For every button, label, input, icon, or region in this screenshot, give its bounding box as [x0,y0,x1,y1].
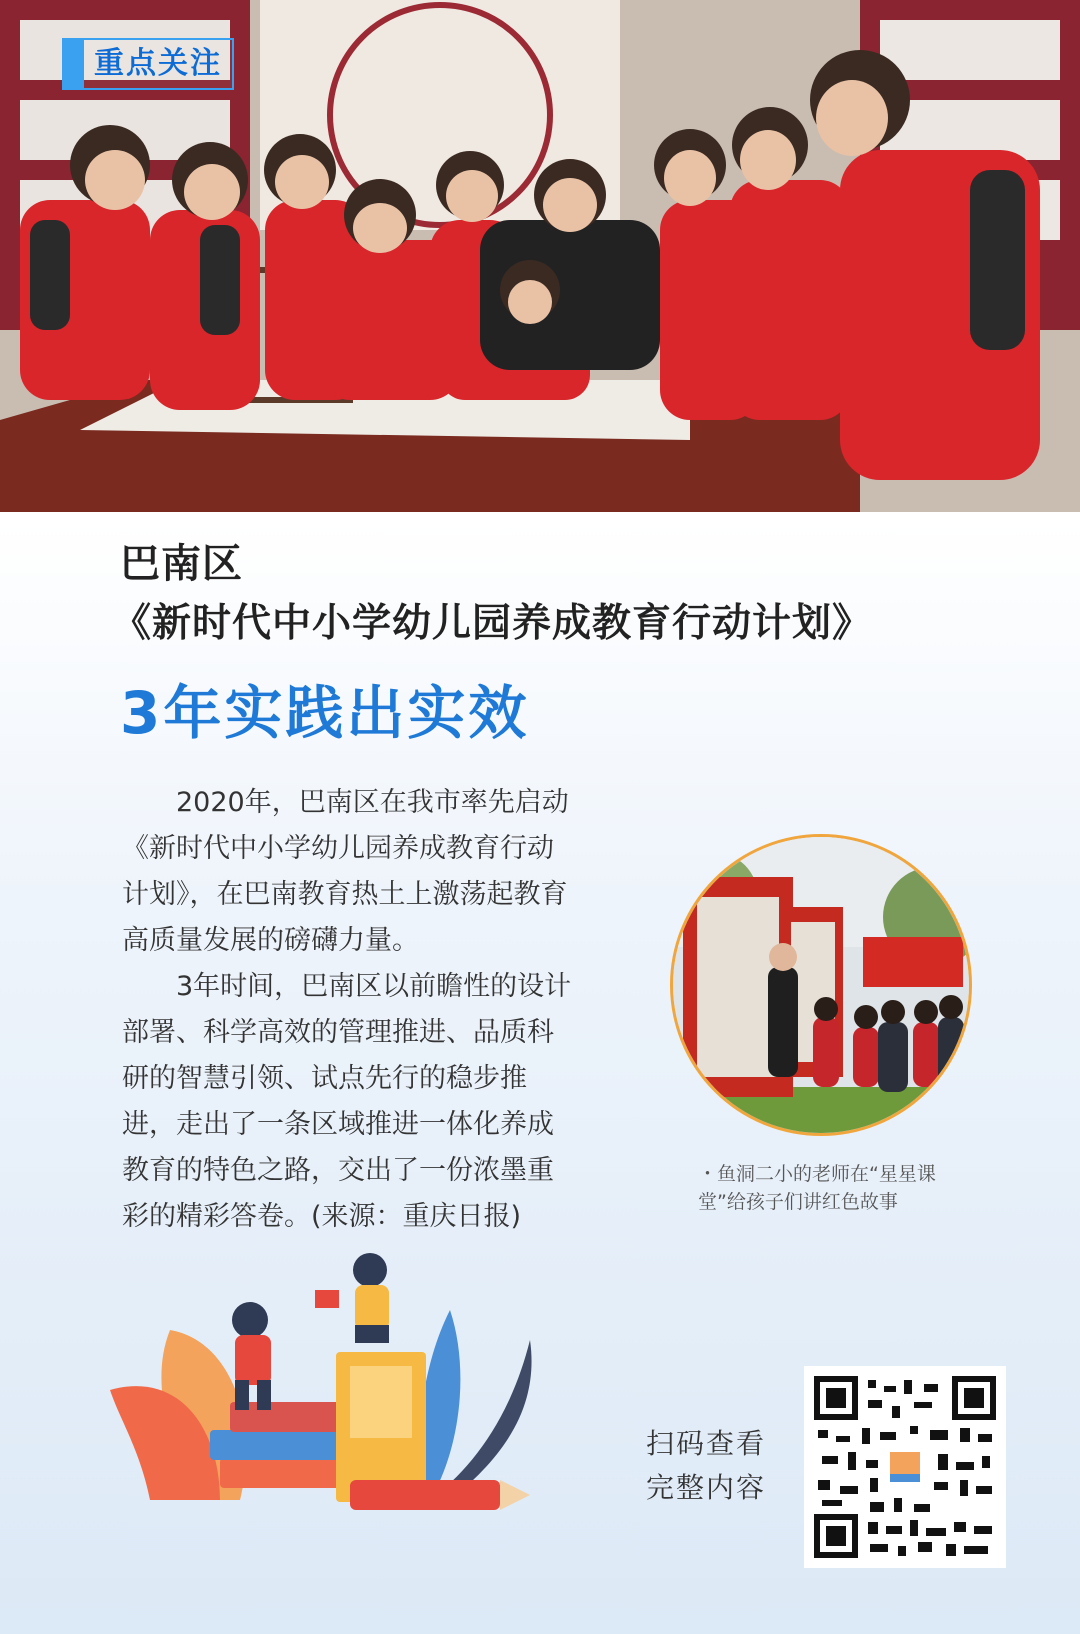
qr-code-pattern [814,1376,996,1558]
inset-photo-illustration [673,837,972,1136]
qr-code[interactable] [804,1366,1006,1568]
tag-accent-bar [62,38,84,90]
article-body [122,780,580,1240]
article-paragraph-1: 2020年，巴南区在我市率先启动《新时代中小学幼儿园养成教育行动计划》，在巴南教育热土上激荡起教育高质量发展的磅礴力量。 [122,787,569,956]
reading-kids-illustration [110,1250,550,1550]
qr-hint-line-2: 完整内容 [646,1471,767,1504]
inset-photo-caption: ・鱼洞二小的老师在“星星课堂”给孩子们讲红色故事 [698,1163,936,1213]
inset-photo [670,834,972,1136]
headline-district: 巴南区 [120,541,243,587]
qr-hint [646,1422,766,1510]
headline-plan-name: 《新时代中小学幼儿园养成教育行动计划》 [112,601,873,646]
headline-result: 3年实践出实效 [120,679,530,747]
section-tag [62,38,234,90]
hero-photo [0,0,1080,512]
article-paragraph-2: 3年时间，巴南区以前瞻性的设计部署、科学高效的管理推进、品质科研的智慧引领、试点先行的稳步推进，走出了一条区域推进一体化养成教育的特色之路，交出了一份浓墨重彩的精彩答卷。(来源：重庆日报) [122,971,572,1232]
tag-label: 重点关注 [84,38,234,90]
qr-hint-line-1: 扫码查看 [646,1427,767,1460]
